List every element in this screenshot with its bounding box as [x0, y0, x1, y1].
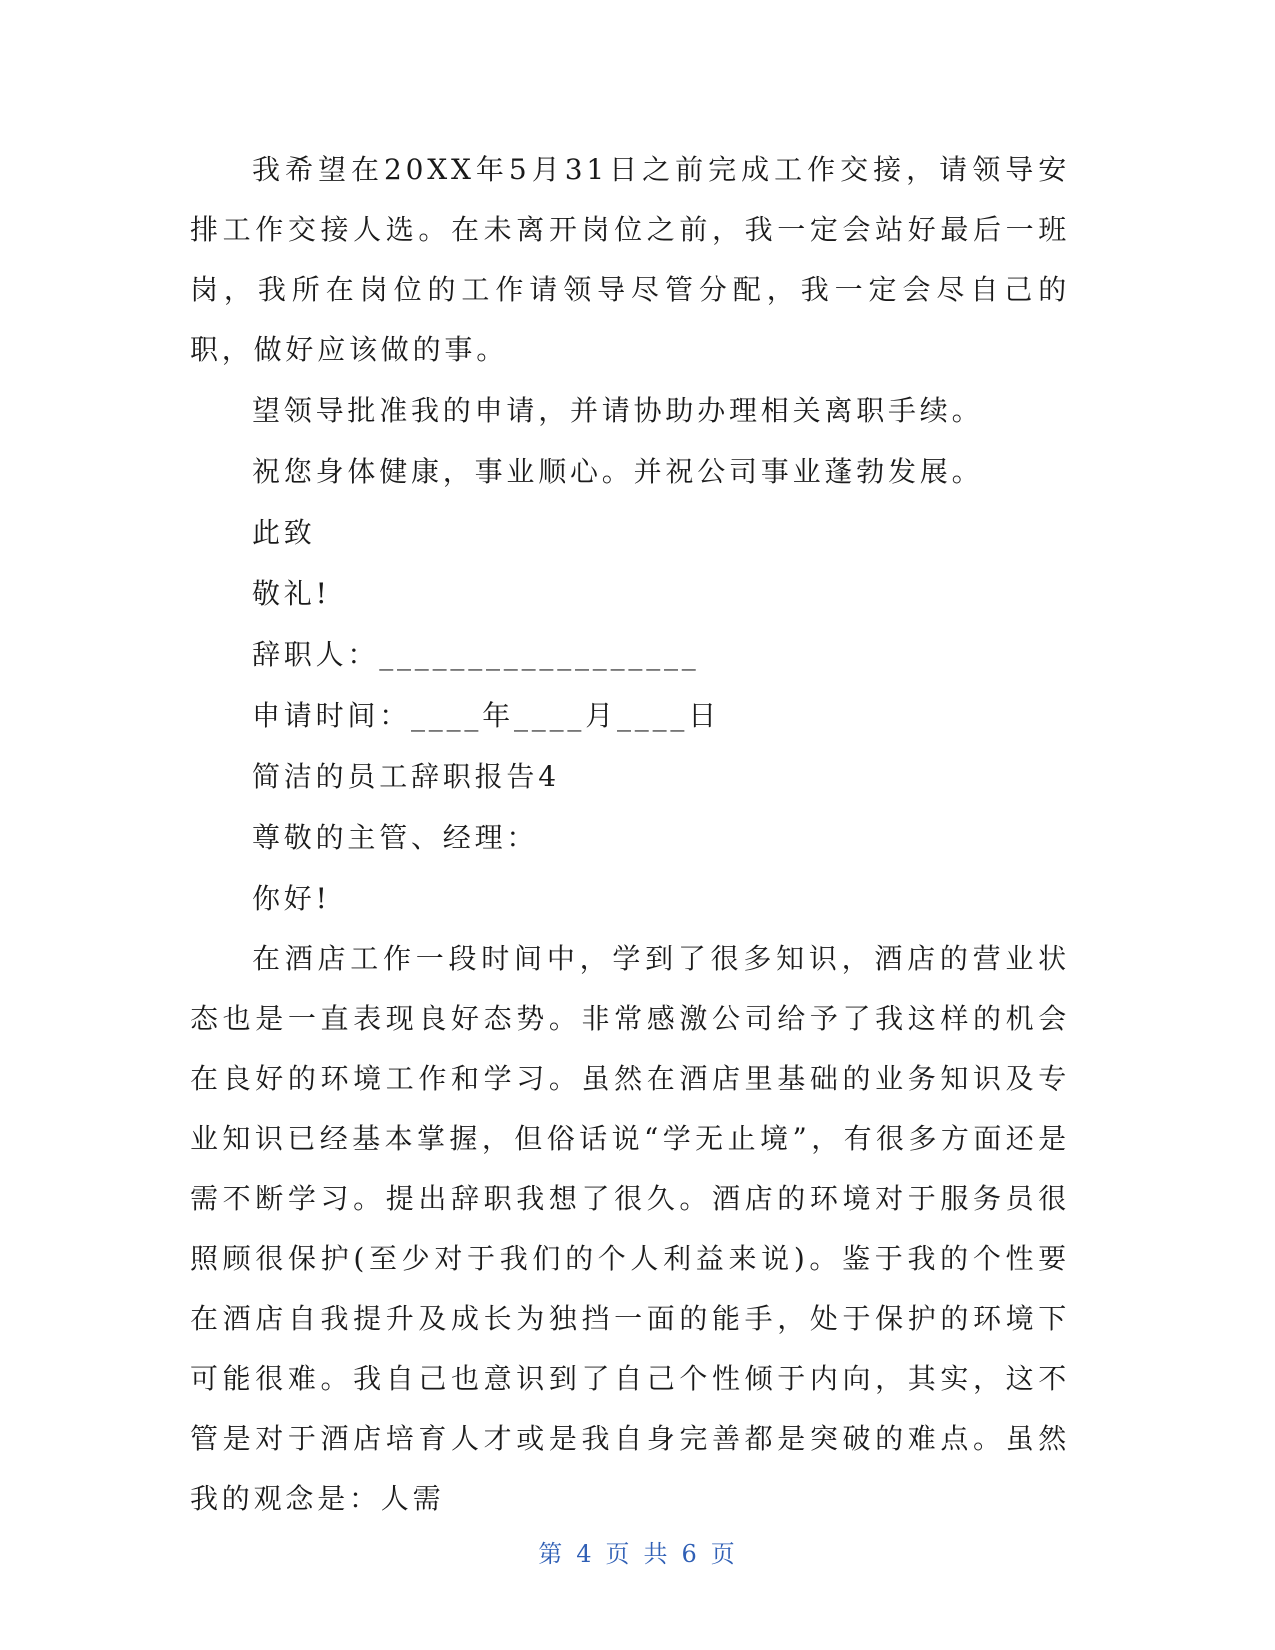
- greeting: 你好!: [252, 882, 331, 915]
- page-footer: [0, 1534, 1275, 1569]
- document-body: [190, 140, 1070, 1529]
- footer-total-pages: 6: [681, 1540, 699, 1568]
- footer-label-total: 共: [643, 1540, 670, 1568]
- footer-label-page-unit: 页: [605, 1540, 632, 1568]
- resigner-field: 辞职人：__________________: [252, 638, 700, 671]
- footer-label-total-unit: 页: [710, 1540, 737, 1568]
- section-title: 简洁的员工辞职报告4: [252, 760, 560, 793]
- paragraph-wishes: 祝您身体健康，事业顺心。并祝公司事业蓬勃发展。: [252, 455, 984, 488]
- application-date-field: 申请时间：____年____月____日: [252, 699, 721, 732]
- footer-current-page: 4: [576, 1540, 594, 1568]
- paragraph-hotel-work: 在酒店工作一段时间中，学到了很多知识，酒店的营业状态也是一直表现良好态势。非常感激公司给予了我这样的机会在良好的环境工作和学习。虽然在酒店里基础的业务知识及专业知识已经基本掌握，但俗话说“学无止境”，有很多方面还是需不断学习。提出辞职我想了很久。酒店的环境对于服务员很照顾很保护(至少对于我们的个人利益来说)。鉴于我的个性要在酒店自我提升及成长为独挡一面的能手，处于保护的环境下可能很难。我自己也意识到了自己个性倾于内向，其实，这不管是对于酒店培育人才或是我自身完善都是突破的难点。虽然我的观念是：人需: [190, 942, 1070, 1515]
- paragraph-handover: 我希望在20XX年5月31日之前完成工作交接，请领导安排工作交接人选。在未离开岗位之前，我一定会站好最后一班岗，我所在岗位的工作请领导尽管分配，我一定会尽自己的职，做好应该做的事。: [190, 153, 1070, 366]
- footer-label-page: 第: [538, 1540, 565, 1568]
- salutation: 尊敬的主管、经理：: [252, 821, 539, 854]
- closing-jingli: 敬礼!: [252, 577, 331, 610]
- closing-cizhi: 此致: [252, 516, 316, 549]
- paragraph-approval-request: 望领导批准我的申请，并请协助办理相关离职手续。: [252, 394, 984, 427]
